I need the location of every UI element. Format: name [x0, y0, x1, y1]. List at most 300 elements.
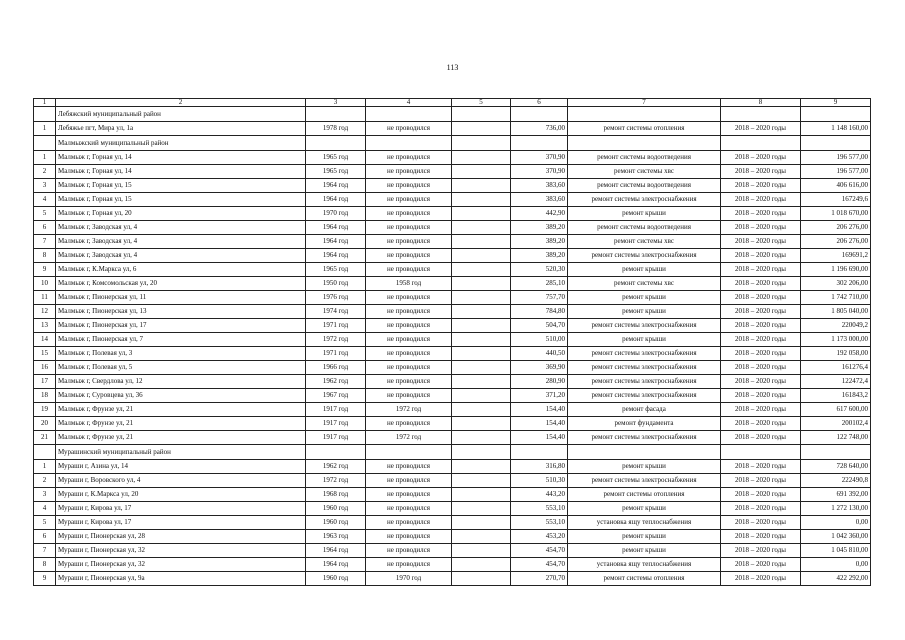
- work-type-cell: ремонт системы хвс: [568, 165, 721, 179]
- column-number-5: 5: [452, 99, 511, 107]
- work-type-cell: ремонт фундамента: [568, 417, 721, 431]
- address-cell: Малмыж г, Горная ул, 14: [56, 151, 306, 165]
- empty-cell: [801, 445, 871, 460]
- cost-cell: 192 058,00: [801, 347, 871, 361]
- last-repair-year-cell: не проводился: [366, 305, 452, 319]
- build-year-cell: 1917 год: [306, 403, 366, 417]
- area-cell: 383,60: [511, 179, 568, 193]
- last-repair-year-cell: не проводился: [366, 417, 452, 431]
- empty-cell: [721, 107, 801, 122]
- period-cell: 2018 – 2020 годы: [721, 544, 801, 558]
- area-cell: 154,40: [511, 431, 568, 445]
- build-year-cell: 1967 год: [306, 389, 366, 403]
- cost-cell: 161843,2: [801, 389, 871, 403]
- table-row: [34, 460, 871, 474]
- row-number-cell: 6: [34, 530, 56, 544]
- work-type-cell: ремонт системы отопления: [568, 572, 721, 586]
- work-type-cell: ремонт системы электроснабжения: [568, 347, 721, 361]
- last-repair-year-cell: 1970 год: [366, 572, 452, 586]
- row-number-cell: 8: [34, 249, 56, 263]
- column-number-1: 1: [34, 99, 56, 107]
- build-year-cell: 1964 год: [306, 544, 366, 558]
- table-row: [34, 179, 871, 193]
- work-type-cell: ремонт крыши: [568, 291, 721, 305]
- cost-cell: 1 148 160,00: [801, 122, 871, 136]
- area-cell: 369,90: [511, 361, 568, 375]
- col-5-cell: [452, 277, 511, 291]
- last-repair-year-cell: не проводился: [366, 291, 452, 305]
- district-row: [34, 445, 871, 460]
- address-cell: Мураши г, Пионерская ул, 9а: [56, 572, 306, 586]
- district-name: Лебяжский муниципальный район: [56, 107, 306, 122]
- empty-cell: [306, 136, 366, 151]
- work-type-cell: ремонт крыши: [568, 530, 721, 544]
- period-cell: 2018 – 2020 годы: [721, 305, 801, 319]
- build-year-cell: 1960 год: [306, 502, 366, 516]
- col-5-cell: [452, 333, 511, 347]
- empty-cell: [511, 107, 568, 122]
- col-5-cell: [452, 572, 511, 586]
- period-cell: 2018 – 2020 годы: [721, 474, 801, 488]
- table-row: [34, 516, 871, 530]
- address-cell: Мураши г, Кирова ул, 17: [56, 502, 306, 516]
- table-row: [34, 389, 871, 403]
- address-cell: Малмыж г, Полевая ул, 3: [56, 347, 306, 361]
- work-type-cell: ремонт системы водоотведения: [568, 179, 721, 193]
- build-year-cell: 1917 год: [306, 431, 366, 445]
- row-number-cell: 16: [34, 361, 56, 375]
- row-number-cell: 12: [34, 305, 56, 319]
- empty-cell: [452, 445, 511, 460]
- address-cell: Малмыж г, Суровцева ул, 36: [56, 389, 306, 403]
- last-repair-year-cell: не проводился: [366, 544, 452, 558]
- last-repair-year-cell: не проводился: [366, 361, 452, 375]
- col-5-cell: [452, 558, 511, 572]
- period-cell: 2018 – 2020 годы: [721, 207, 801, 221]
- build-year-cell: 1964 год: [306, 193, 366, 207]
- row-number-cell: 4: [34, 502, 56, 516]
- build-year-cell: 1966 год: [306, 361, 366, 375]
- build-year-cell: 1960 год: [306, 516, 366, 530]
- build-year-cell: 1971 год: [306, 319, 366, 333]
- work-type-cell: ремонт крыши: [568, 305, 721, 319]
- district-row: [34, 107, 871, 122]
- table-row: [34, 403, 871, 417]
- cost-cell: 196 577,00: [801, 151, 871, 165]
- build-year-cell: 1962 год: [306, 460, 366, 474]
- address-cell: Малмыж г, Фрунзе ул, 21: [56, 417, 306, 431]
- table-row: [34, 375, 871, 389]
- empty-cell: [306, 107, 366, 122]
- cost-cell: 200102,4: [801, 417, 871, 431]
- cost-cell: 422 292,00: [801, 572, 871, 586]
- cost-cell: 617 600,00: [801, 403, 871, 417]
- col-5-cell: [452, 165, 511, 179]
- last-repair-year-cell: не проводился: [366, 558, 452, 572]
- table-row: [34, 502, 871, 516]
- work-type-cell: ремонт системы водоотведения: [568, 221, 721, 235]
- table-row: [34, 249, 871, 263]
- col-5-cell: [452, 305, 511, 319]
- cost-cell: 1 173 000,00: [801, 333, 871, 347]
- cost-cell: 728 640,00: [801, 460, 871, 474]
- col-5-cell: [452, 530, 511, 544]
- period-cell: 2018 – 2020 годы: [721, 333, 801, 347]
- col-5-cell: [452, 502, 511, 516]
- column-number-2: 2: [56, 99, 306, 107]
- col-5-cell: [452, 249, 511, 263]
- cost-cell: 167249,6: [801, 193, 871, 207]
- row-number-cell: 2: [34, 474, 56, 488]
- column-number-9: 9: [801, 99, 871, 107]
- work-type-cell: ремонт фасада: [568, 403, 721, 417]
- address-cell: Малмыж г, Фрунзе ул, 21: [56, 403, 306, 417]
- empty-cell: [511, 445, 568, 460]
- row-number-cell: 7: [34, 544, 56, 558]
- cost-cell: 222490,8: [801, 474, 871, 488]
- district-name: Малмыжский муниципальный район: [56, 136, 306, 151]
- address-cell: Малмыж г, Горная ул, 14: [56, 165, 306, 179]
- empty-cell: [801, 136, 871, 151]
- col-5-cell: [452, 544, 511, 558]
- address-cell: Малмыж г, Заводская ул, 4: [56, 249, 306, 263]
- table-row: [34, 207, 871, 221]
- build-year-cell: 1964 год: [306, 221, 366, 235]
- address-cell: Малмыж г, Пионерская ул, 17: [56, 319, 306, 333]
- column-number-8: 8: [721, 99, 801, 107]
- build-year-cell: 1965 год: [306, 151, 366, 165]
- work-type-cell: ремонт системы электроснабжения: [568, 249, 721, 263]
- cost-cell: 169691,2: [801, 249, 871, 263]
- cost-cell: 122472,4: [801, 375, 871, 389]
- area-cell: 443,20: [511, 488, 568, 502]
- col-5-cell: [452, 263, 511, 277]
- work-type-cell: ремонт системы электроснабжения: [568, 361, 721, 375]
- row-number-cell: 7: [34, 235, 56, 249]
- area-cell: 453,20: [511, 530, 568, 544]
- col-5-cell: [452, 431, 511, 445]
- last-repair-year-cell: не проводился: [366, 165, 452, 179]
- table-row: [34, 333, 871, 347]
- build-year-cell: 1963 год: [306, 530, 366, 544]
- last-repair-year-cell: не проводился: [366, 502, 452, 516]
- address-cell: Малмыж г, К.Маркса ул, 6: [56, 263, 306, 277]
- column-number-3: 3: [306, 99, 366, 107]
- address-cell: Мураши г, Пионерская ул, 32: [56, 544, 306, 558]
- row-number-cell: 2: [34, 165, 56, 179]
- work-type-cell: установка ящу теплоснабжения: [568, 516, 721, 530]
- empty-cell: [366, 136, 452, 151]
- empty-cell: [366, 445, 452, 460]
- address-cell: Малмыж г, Горная ул, 20: [56, 207, 306, 221]
- col-5-cell: [452, 389, 511, 403]
- col-5-cell: [452, 207, 511, 221]
- row-number-cell: 14: [34, 333, 56, 347]
- period-cell: 2018 – 2020 годы: [721, 179, 801, 193]
- work-type-cell: ремонт крыши: [568, 544, 721, 558]
- work-type-cell: ремонт крыши: [568, 207, 721, 221]
- cost-cell: 196 577,00: [801, 165, 871, 179]
- area-cell: 383,60: [511, 193, 568, 207]
- address-cell: Мураши г, Кирова ул, 17: [56, 516, 306, 530]
- cost-cell: 302 206,00: [801, 277, 871, 291]
- table-row: [34, 431, 871, 445]
- period-cell: 2018 – 2020 годы: [721, 431, 801, 445]
- period-cell: 2018 – 2020 годы: [721, 375, 801, 389]
- address-cell: Мураши г, К.Маркса ул, 20: [56, 488, 306, 502]
- empty-cell: [511, 136, 568, 151]
- area-cell: 504,70: [511, 319, 568, 333]
- work-type-cell: ремонт системы электроснабжения: [568, 375, 721, 389]
- period-cell: 2018 – 2020 годы: [721, 291, 801, 305]
- period-cell: 2018 – 2020 годы: [721, 221, 801, 235]
- work-type-cell: ремонт крыши: [568, 502, 721, 516]
- cost-cell: 206 276,00: [801, 221, 871, 235]
- area-cell: 510,00: [511, 333, 568, 347]
- empty-cell: [452, 107, 511, 122]
- work-type-cell: ремонт системы водоотведения: [568, 151, 721, 165]
- build-year-cell: 1964 год: [306, 179, 366, 193]
- work-type-cell: ремонт системы хвс: [568, 277, 721, 291]
- table-row: [34, 530, 871, 544]
- area-cell: 389,20: [511, 249, 568, 263]
- period-cell: 2018 – 2020 годы: [721, 403, 801, 417]
- work-type-cell: установка ящу теплоснабжения: [568, 558, 721, 572]
- area-cell: 370,90: [511, 165, 568, 179]
- area-cell: 510,30: [511, 474, 568, 488]
- last-repair-year-cell: не проводился: [366, 263, 452, 277]
- build-year-cell: 1972 год: [306, 474, 366, 488]
- row-number-cell: 1: [34, 122, 56, 136]
- last-repair-year-cell: не проводился: [366, 151, 452, 165]
- col-5-cell: [452, 221, 511, 235]
- cost-cell: 1 742 710,00: [801, 291, 871, 305]
- empty-cell: [452, 136, 511, 151]
- col-5-cell: [452, 460, 511, 474]
- page-number: 113: [446, 63, 459, 72]
- col-5-cell: [452, 319, 511, 333]
- last-repair-year-cell: не проводился: [366, 319, 452, 333]
- row-number-cell: 1: [34, 460, 56, 474]
- address-cell: Малмыж г, Комсомольская ул, 20: [56, 277, 306, 291]
- row-number-cell: 21: [34, 431, 56, 445]
- work-type-cell: ремонт системы электроснабжения: [568, 474, 721, 488]
- table-row: [34, 572, 871, 586]
- last-repair-year-cell: 1972 год: [366, 403, 452, 417]
- cost-cell: 1 272 130,00: [801, 502, 871, 516]
- last-repair-year-cell: не проводился: [366, 193, 452, 207]
- area-cell: 370,90: [511, 151, 568, 165]
- work-type-cell: ремонт системы электроснабжения: [568, 319, 721, 333]
- table-row: [34, 488, 871, 502]
- column-number-4: 4: [366, 99, 452, 107]
- area-cell: 454,70: [511, 558, 568, 572]
- last-repair-year-cell: не проводился: [366, 389, 452, 403]
- work-type-cell: ремонт системы электроснабжения: [568, 389, 721, 403]
- area-cell: 736,00: [511, 122, 568, 136]
- cost-cell: 206 276,00: [801, 235, 871, 249]
- work-type-cell: ремонт системы хвс: [568, 235, 721, 249]
- address-cell: Малмыж г, Горная ул, 15: [56, 179, 306, 193]
- build-year-cell: 1972 год: [306, 333, 366, 347]
- cost-cell: 1 045 810,00: [801, 544, 871, 558]
- cost-cell: 1 042 360,00: [801, 530, 871, 544]
- build-year-cell: 1968 год: [306, 488, 366, 502]
- col-5-cell: [452, 417, 511, 431]
- cost-cell: 1 196 690,00: [801, 263, 871, 277]
- col-5-cell: [452, 516, 511, 530]
- period-cell: 2018 – 2020 годы: [721, 572, 801, 586]
- build-year-cell: 1976 год: [306, 291, 366, 305]
- address-cell: Малмыж г, Пионерская ул, 13: [56, 305, 306, 319]
- col-5-cell: [452, 291, 511, 305]
- cost-cell: 1 018 670,00: [801, 207, 871, 221]
- last-repair-year-cell: не проводился: [366, 221, 452, 235]
- last-repair-year-cell: не проводился: [366, 488, 452, 502]
- col-5-cell: [452, 347, 511, 361]
- address-cell: Малмыж г, Фрунзе ул, 21: [56, 431, 306, 445]
- period-cell: 2018 – 2020 годы: [721, 319, 801, 333]
- period-cell: 2018 – 2020 годы: [721, 122, 801, 136]
- empty-cell: [568, 107, 721, 122]
- last-repair-year-cell: не проводился: [366, 375, 452, 389]
- cost-cell: 0,00: [801, 558, 871, 572]
- last-repair-year-cell: не проводился: [366, 122, 452, 136]
- empty-cell: [721, 445, 801, 460]
- row-number-cell: 20: [34, 417, 56, 431]
- address-cell: Лебяжье пгт, Мира ул, 1а: [56, 122, 306, 136]
- table-row: [34, 221, 871, 235]
- row-number-cell: 3: [34, 488, 56, 502]
- row-number-cell: 15: [34, 347, 56, 361]
- column-number-row: [34, 99, 871, 107]
- table-row: [34, 151, 871, 165]
- area-cell: 371,20: [511, 389, 568, 403]
- row-number-cell: 3: [34, 179, 56, 193]
- address-cell: Мураши г, Пионерская ул, 28: [56, 530, 306, 544]
- table-row: [34, 319, 871, 333]
- col-5-cell: [452, 235, 511, 249]
- last-repair-year-cell: не проводился: [366, 333, 452, 347]
- empty-cell: [801, 107, 871, 122]
- area-cell: 442,90: [511, 207, 568, 221]
- period-cell: 2018 – 2020 годы: [721, 417, 801, 431]
- district-row-number: [34, 136, 56, 151]
- build-year-cell: 1971 год: [306, 347, 366, 361]
- row-number-cell: 5: [34, 207, 56, 221]
- area-cell: 270,70: [511, 572, 568, 586]
- col-5-cell: [452, 122, 511, 136]
- row-number-cell: 5: [34, 516, 56, 530]
- last-repair-year-cell: не проводился: [366, 179, 452, 193]
- table-row: [34, 235, 871, 249]
- row-number-cell: 13: [34, 319, 56, 333]
- work-type-cell: ремонт системы электроснабжения: [568, 193, 721, 207]
- table-row: [34, 291, 871, 305]
- col-5-cell: [452, 474, 511, 488]
- row-number-cell: 9: [34, 263, 56, 277]
- period-cell: 2018 – 2020 годы: [721, 460, 801, 474]
- table-row: [34, 417, 871, 431]
- table-row: [34, 165, 871, 179]
- col-5-cell: [452, 375, 511, 389]
- build-year-cell: 1978 год: [306, 122, 366, 136]
- address-cell: Малмыж г, Пионерская ул, 11: [56, 291, 306, 305]
- address-cell: Мураши г, Пионерская ул, 32: [56, 558, 306, 572]
- build-year-cell: 1950 год: [306, 277, 366, 291]
- area-cell: 389,20: [511, 235, 568, 249]
- empty-cell: [306, 445, 366, 460]
- last-repair-year-cell: 1958 год: [366, 277, 452, 291]
- row-number-cell: 10: [34, 277, 56, 291]
- address-cell: Малмыж г, Заводская ул, 4: [56, 235, 306, 249]
- table-row: [34, 263, 871, 277]
- cost-cell: 0,00: [801, 516, 871, 530]
- district-row: [34, 136, 871, 151]
- last-repair-year-cell: не проводился: [366, 207, 452, 221]
- last-repair-year-cell: не проводился: [366, 249, 452, 263]
- district-row-number: [34, 107, 56, 122]
- area-cell: 553,10: [511, 516, 568, 530]
- row-number-cell: 4: [34, 193, 56, 207]
- build-year-cell: 1974 год: [306, 305, 366, 319]
- last-repair-year-cell: не проводился: [366, 235, 452, 249]
- period-cell: 2018 – 2020 годы: [721, 277, 801, 291]
- build-year-cell: 1964 год: [306, 235, 366, 249]
- cost-cell: 1 805 040,00: [801, 305, 871, 319]
- build-year-cell: 1964 год: [306, 249, 366, 263]
- area-cell: 454,70: [511, 544, 568, 558]
- area-cell: 757,70: [511, 291, 568, 305]
- table-row: [34, 122, 871, 136]
- area-cell: 389,20: [511, 221, 568, 235]
- area-cell: 440,50: [511, 347, 568, 361]
- period-cell: 2018 – 2020 годы: [721, 151, 801, 165]
- work-type-cell: ремонт системы электроснабжения: [568, 431, 721, 445]
- table-row: [34, 544, 871, 558]
- row-number-cell: 11: [34, 291, 56, 305]
- col-5-cell: [452, 361, 511, 375]
- build-year-cell: 1965 год: [306, 165, 366, 179]
- work-type-cell: ремонт системы отопления: [568, 122, 721, 136]
- col-5-cell: [452, 179, 511, 193]
- last-repair-year-cell: 1972 год: [366, 431, 452, 445]
- period-cell: 2018 – 2020 годы: [721, 165, 801, 179]
- empty-cell: [568, 445, 721, 460]
- last-repair-year-cell: не проводился: [366, 460, 452, 474]
- work-type-cell: ремонт крыши: [568, 460, 721, 474]
- address-cell: Мураши г, Азина ул, 14: [56, 460, 306, 474]
- row-number-cell: 18: [34, 389, 56, 403]
- district-name: Мурашинский муниципальный район: [56, 445, 306, 460]
- cost-cell: 691 392,00: [801, 488, 871, 502]
- address-cell: Малмыж г, Заводская ул, 4: [56, 221, 306, 235]
- last-repair-year-cell: не проводился: [366, 516, 452, 530]
- period-cell: 2018 – 2020 годы: [721, 502, 801, 516]
- address-cell: Малмыж г, Пионерская ул, 7: [56, 333, 306, 347]
- period-cell: 2018 – 2020 годы: [721, 193, 801, 207]
- work-type-cell: ремонт системы отопления: [568, 488, 721, 502]
- period-cell: 2018 – 2020 годы: [721, 389, 801, 403]
- table-row: [34, 558, 871, 572]
- last-repair-year-cell: не проводился: [366, 347, 452, 361]
- table-row: [34, 347, 871, 361]
- period-cell: 2018 – 2020 годы: [721, 249, 801, 263]
- address-cell: Малмыж г, Свердлова ул, 12: [56, 375, 306, 389]
- period-cell: 2018 – 2020 годы: [721, 263, 801, 277]
- build-year-cell: 1965 год: [306, 263, 366, 277]
- cost-cell: 122 748,00: [801, 431, 871, 445]
